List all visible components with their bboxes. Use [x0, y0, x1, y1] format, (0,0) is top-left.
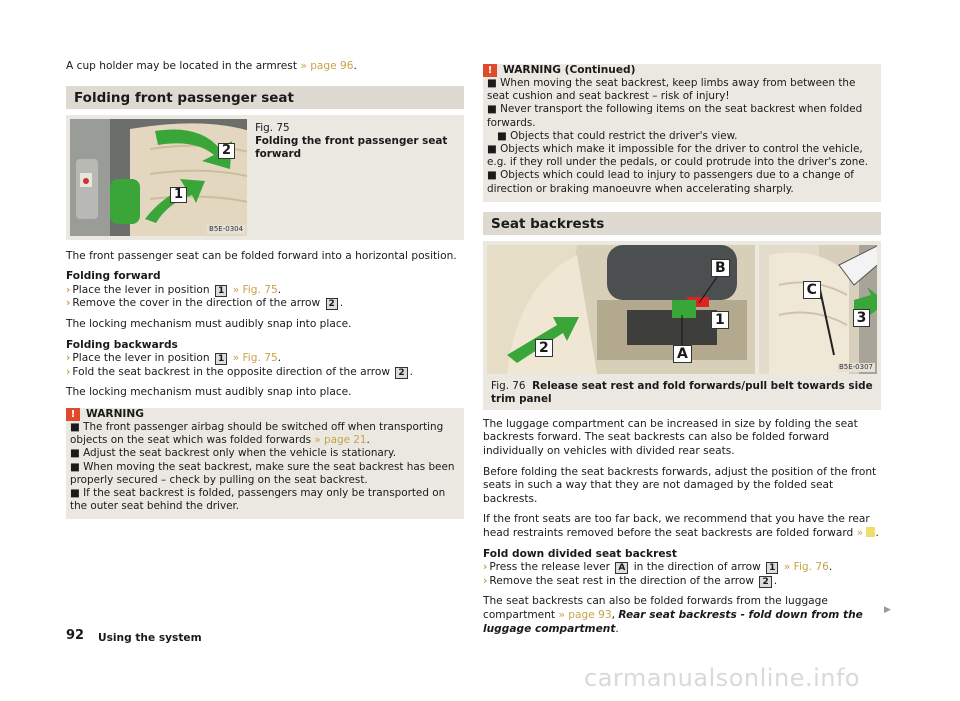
- step-arrow-icon: ›: [66, 283, 71, 296]
- fig76-link[interactable]: » Fig. 76: [783, 561, 829, 574]
- figure-76-caption: [487, 374, 877, 406]
- para-lock-snap-1: The locking mechanism must audibly snap into place.: [66, 317, 352, 330]
- warning-subitem-3: ■ Objects which could lead to injury to passengers due to a change of direction or braking manoeuvre when accelerating sharply.: [487, 169, 854, 195]
- heading-folding-forward: Folding forward: [66, 270, 161, 283]
- backward-step-2: › Fold the seat backrest in the opposite direction of the arrow 2 .: [66, 365, 414, 378]
- step-arrow-icon: ›: [66, 365, 71, 378]
- position-tag: 1: [215, 285, 227, 297]
- figure-75-caption: [247, 119, 460, 236]
- left-column: [66, 60, 464, 519]
- fig76-callout-2: 2: [535, 339, 553, 357]
- fig76-callout-b: B: [711, 259, 730, 277]
- forward-step-1: › Place the lever in position 1 » Fig. 75.: [66, 283, 282, 296]
- lever-tag: A: [615, 562, 628, 574]
- page21-link[interactable]: » page 21: [314, 434, 367, 447]
- para-luggage-fold: The seat backrests can also be folded forwards from the luggage compartment » page 93, Rear seat backrests - fold down from the luggage compartment.: [483, 595, 863, 635]
- warning-item-1: ■ When moving the seat backrest, keep limbs away from between the seat cushion and seat backrest – risk of injury!: [487, 77, 856, 103]
- warning-icon: !: [483, 64, 497, 77]
- continued-arrow-icon: ▶: [884, 605, 891, 615]
- fig76-label: Fig. 76: [491, 379, 526, 392]
- forward-step-2: › Remove the cover in the direction of the arrow 2 .: [66, 297, 344, 310]
- arrow-tag: 2: [326, 298, 338, 310]
- para-luggage: The luggage compartment can be increased in size by folding the seat backrests forward. The seat backrests can also be folded forward individually on vehicles with divided rear seats.: [483, 417, 858, 458]
- warning-continued-title: WARNING (Continued): [503, 63, 636, 76]
- warning-header: [483, 64, 877, 77]
- fig76-callout-a: A: [673, 345, 692, 363]
- intro-paragraph: A cup holder may be located in the armrest » page 96.: [66, 60, 357, 72]
- warning-subitem-2: ■ Objects which make it impossible for the driver to control the vehicle, e.g. if they roll under the pedals, or could protrude into the driver's zone.: [487, 143, 869, 169]
- warning-item-2: ■ Never transport the following items on the seat backrest when folded forwards.: [487, 103, 863, 129]
- fig75-link[interactable]: » Fig. 75: [232, 283, 278, 296]
- step-arrow-icon: ›: [483, 574, 488, 587]
- fig75-label: Fig. 75: [255, 121, 290, 134]
- arrow-tag: 1: [766, 562, 778, 574]
- warning-item-4: ■ If the seat backrest is folded, passengers may only be transported on the outer seat behind the driver.: [70, 486, 446, 513]
- warning-item-3: ■ When moving the seat backrest, make sure the seat backrest has been properly secured – check by pulling on the seat backrest.: [70, 460, 455, 486]
- warning-item-1: ■ The front passenger airbag should be switched off when transporting objects on the seat which was folded forwards » page 21.: [70, 420, 444, 447]
- footer-section: Using the system: [98, 632, 202, 644]
- fig76-callout-1: 1: [711, 311, 729, 329]
- luggage-fold-ref: Rear seat backrests - fold down from the luggage compartment: [483, 608, 863, 635]
- para-before-folding: Before folding the seat backrests forwards, adjust the position of the front seats in such a way that they are not damaged by the folded seat backrests.: [483, 465, 877, 505]
- warning-icon: !: [66, 408, 80, 421]
- warning-body: [487, 77, 877, 196]
- fold-step-1: › Press the release lever A in the direction of arrow 1 » Fig. 76.: [483, 561, 833, 574]
- step-arrow-icon: ›: [66, 352, 71, 365]
- warning-body: [70, 421, 460, 513]
- section-title-folding-seat: Folding front passenger seat: [66, 86, 464, 109]
- right-column: [483, 60, 881, 643]
- figure-76-image-left: [487, 245, 755, 374]
- fold-step-2: › Remove the seat rest in the direction of the arrow 2 .: [483, 574, 778, 587]
- figure-75: [66, 115, 464, 240]
- page93-link[interactable]: » page 93: [558, 608, 612, 621]
- arrow-tag: 2: [395, 367, 407, 379]
- heading-fold-divided: Fold down divided seat backrest: [483, 547, 677, 560]
- seat-illustration: [70, 119, 247, 236]
- warning-subitem-1: ■ Objects that could restrict the driver's view.: [497, 129, 738, 142]
- fig76-code: B5E-0307: [838, 362, 873, 371]
- figure-76-image-right: [759, 245, 877, 374]
- warning-header: [66, 408, 460, 421]
- warning-ref-link[interactable]: »: [856, 526, 864, 539]
- warning-title: WARNING: [86, 407, 144, 420]
- figure-76: [483, 241, 881, 410]
- step-arrow-icon: ›: [483, 561, 488, 574]
- backward-step-1: › Place the lever in position 1 » Fig. 75.: [66, 352, 282, 365]
- para-fold-forward-intro: The front passenger seat can be folded forward into a horizontal position.: [66, 249, 457, 262]
- warning-box-continued: [483, 64, 881, 202]
- para-lock-snap-2: The locking mechanism must audibly snap into place.: [66, 386, 352, 399]
- fig75-title: Folding the front passenger seat forward: [255, 134, 448, 160]
- fig76-title: Release seat rest and fold forwards/pull belt towards side trim panel: [491, 379, 873, 405]
- intro-page-link[interactable]: » page 96: [300, 60, 354, 72]
- fig76-callout-3: 3: [853, 309, 871, 327]
- position-tag: 1: [215, 353, 227, 365]
- fig75-callout-1: 1: [170, 187, 187, 203]
- fig75-code: B5E-0304: [209, 224, 244, 233]
- arrow-tag: 2: [759, 576, 771, 588]
- heading-folding-backwards: Folding backwards: [66, 338, 178, 351]
- figure-76-images: [487, 245, 877, 374]
- fig76-callout-c: C: [803, 281, 821, 299]
- warning-item-2: ■ Adjust the seat backrest only when the vehicle is stationary.: [70, 447, 397, 460]
- page-number: 92: [66, 628, 85, 643]
- fig75-link[interactable]: » Fig. 75: [232, 352, 278, 365]
- fig75-callout-2: 2: [218, 143, 235, 159]
- figure-75-image: [70, 119, 247, 236]
- watermark: carmanualsonline.info: [584, 664, 861, 692]
- warning-box-left: [66, 408, 464, 519]
- para-head-restraints: If the front seats are too far back, we recommend that you have the rear head restraints removed before the seat backrests are folded forward » .: [483, 513, 879, 539]
- step-arrow-icon: ›: [66, 297, 71, 310]
- section-title-seat-backrests: Seat backrests: [483, 212, 881, 235]
